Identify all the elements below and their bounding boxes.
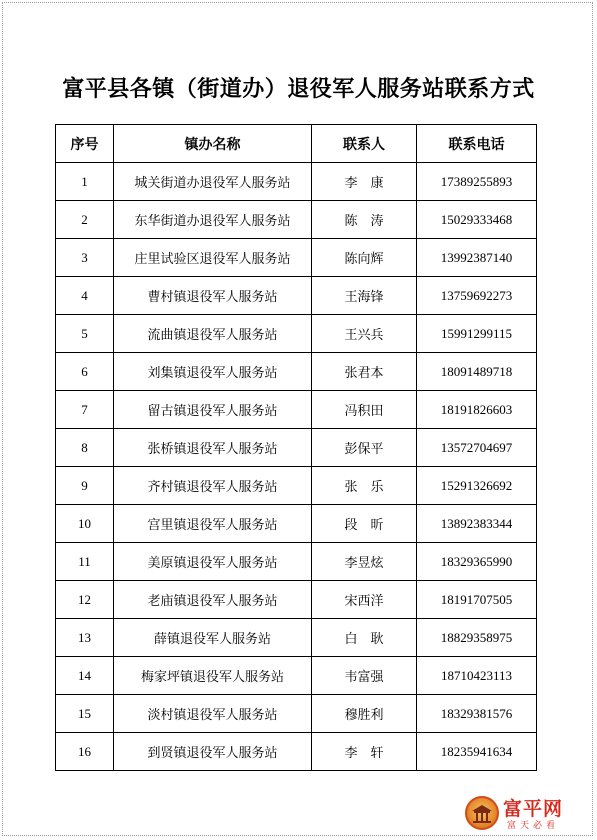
table-row [56,163,537,201]
table-row [56,429,537,467]
cell-no: 4 [56,277,114,315]
cell-name: 流曲镇退役军人服务站 [114,315,312,353]
cell-no: 16 [56,733,114,771]
cell-phone: 18091489718 [417,353,537,391]
cell-contact: 陈 涛 [312,201,417,239]
cell-phone: 18329365990 [417,543,537,581]
pavilion-icon [465,796,499,830]
table-row [56,201,537,239]
cell-name: 齐村镇退役军人服务站 [114,467,312,505]
cell-phone: 17389255893 [417,163,537,201]
cell-phone: 18235941634 [417,733,537,771]
cell-contact: 穆胜利 [312,695,417,733]
cell-phone: 15291326692 [417,467,537,505]
cell-contact: 宋西洋 [312,581,417,619]
cell-no: 3 [56,239,114,277]
table-row [56,391,537,429]
document-title: 富平县各镇（街道办）退役军人服务站联系方式 [62,76,535,102]
cell-contact: 李昱炫 [312,543,417,581]
cell-no: 12 [56,581,114,619]
cell-contact: 段 昕 [312,505,417,543]
cell-no: 10 [56,505,114,543]
cell-no: 5 [56,315,114,353]
table-row [56,353,537,391]
cell-name: 宫里镇退役军人服务站 [114,505,312,543]
site-logo [465,794,585,832]
table-row [56,505,537,543]
table-row [56,657,537,695]
brand-tagline: 富天必看 [507,821,560,831]
cell-contact: 王兴兵 [312,315,417,353]
cell-phone: 13892383344 [417,505,537,543]
table-body [56,163,537,771]
cell-contact: 王海锋 [312,277,417,315]
cell-contact: 李 康 [312,163,417,201]
table-row [56,277,537,315]
cell-no: 11 [56,543,114,581]
contacts-table [55,124,537,771]
cell-phone: 13759692273 [417,277,537,315]
table-row [56,619,537,657]
cell-name: 梅家坪镇退役军人服务站 [114,657,312,695]
table-header-row [56,125,537,163]
cell-phone: 18710423113 [417,657,537,695]
cell-no: 7 [56,391,114,429]
cell-phone: 18329381576 [417,695,537,733]
header-name: 镇办名称 [114,125,312,163]
cell-name: 曹村镇退役军人服务站 [114,277,312,315]
cell-name: 美原镇退役军人服务站 [114,543,312,581]
cell-name: 淡村镇退役军人服务站 [114,695,312,733]
cell-contact: 张 乐 [312,467,417,505]
cell-contact: 陈向辉 [312,239,417,277]
cell-name: 东华街道办退役军人服务站 [114,201,312,239]
table-row [56,581,537,619]
table-row [56,467,537,505]
table-row [56,239,537,277]
cell-contact: 张君本 [312,353,417,391]
cell-phone: 15991299115 [417,315,537,353]
cell-contact: 彭保平 [312,429,417,467]
cell-phone: 15029333468 [417,201,537,239]
cell-contact: 李 轩 [312,733,417,771]
cell-name: 留古镇退役军人服务站 [114,391,312,429]
cell-contact: 白 耿 [312,619,417,657]
table-row [56,695,537,733]
cell-phone: 18829358975 [417,619,537,657]
cell-name: 张桥镇退役军人服务站 [114,429,312,467]
cell-no: 13 [56,619,114,657]
cell-no: 8 [56,429,114,467]
cell-name: 老庙镇退役军人服务站 [114,581,312,619]
cell-phone: 18191707505 [417,581,537,619]
table-row [56,543,537,581]
table-row [56,315,537,353]
cell-phone: 13992387140 [417,239,537,277]
table-row [56,733,537,771]
cell-no: 9 [56,467,114,505]
cell-no: 14 [56,657,114,695]
header-phone: 联系电话 [417,125,537,163]
brand-name: 富平网 [503,798,564,820]
cell-contact: 冯积田 [312,391,417,429]
cell-name: 庄里试验区退役军人服务站 [114,239,312,277]
cell-name: 到贤镇退役军人服务站 [114,733,312,771]
cell-phone: 18191826603 [417,391,537,429]
cell-no: 1 [56,163,114,201]
cell-no: 6 [56,353,114,391]
cell-name: 薛镇退役军人服务站 [114,619,312,657]
header-contact: 联系人 [312,125,417,163]
cell-name: 城关街道办退役军人服务站 [114,163,312,201]
header-no: 序号 [56,125,114,163]
cell-no: 2 [56,201,114,239]
cell-contact: 韦富强 [312,657,417,695]
cell-phone: 13572704697 [417,429,537,467]
cell-name: 刘集镇退役军人服务站 [114,353,312,391]
cell-no: 15 [56,695,114,733]
